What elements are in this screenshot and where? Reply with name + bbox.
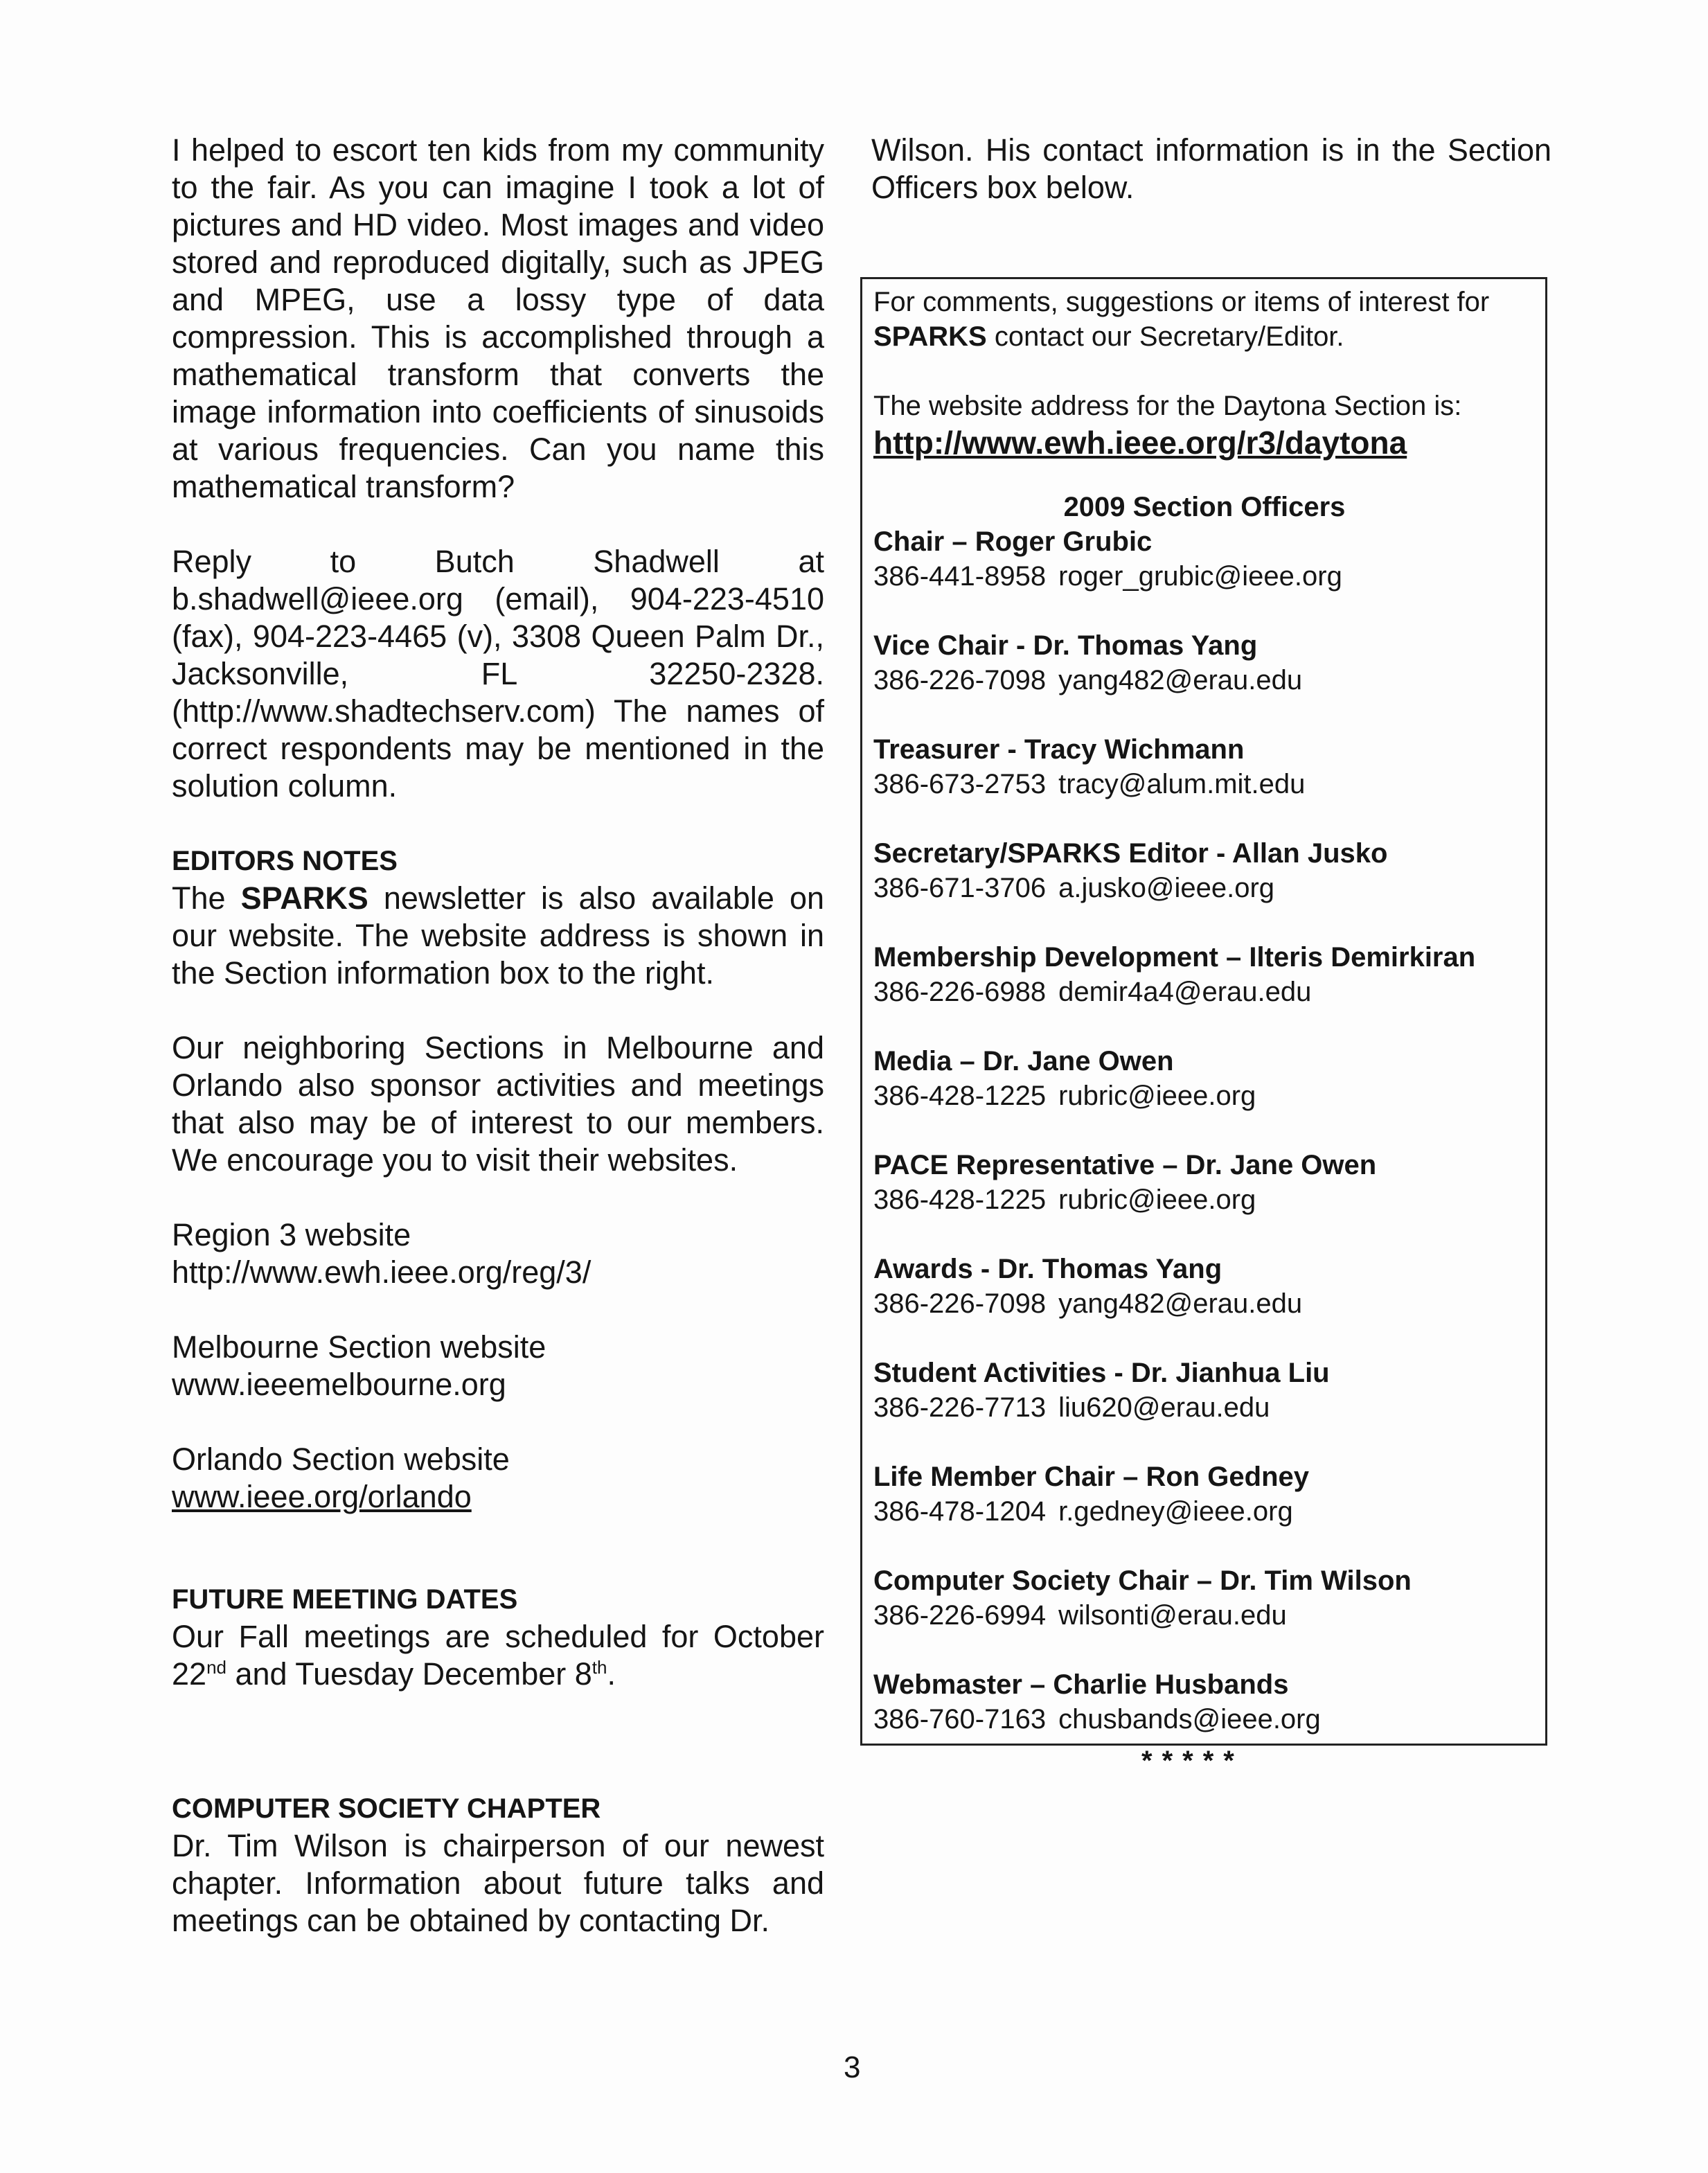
officer-phone: 386-478-1204	[873, 1496, 1047, 1527]
officer-role: PACE Representative – Dr. Jane Owen	[873, 1150, 1377, 1180]
future-meetings-heading: FUTURE MEETING DATES	[172, 1584, 518, 1615]
editors-post: newsletter is also available on our website. The website address is shown in the Section information box to the right.	[172, 880, 825, 991]
officer-entry	[873, 1667, 1536, 1737]
neighbors-paragraph: Our neighboring Sections in Melbourne and Orlando also sponsor activities and meetings that also may be of interest to our members. We encourage you to visit their websites.	[172, 1030, 824, 1178]
future-sup-th: th	[591, 1657, 607, 1678]
officer-phone: 386-760-7163	[873, 1704, 1047, 1735]
officer-entry	[873, 1252, 1536, 1321]
officer-phone: 386-441-8958	[873, 561, 1047, 592]
officer-phone: 386-226-7713	[873, 1392, 1047, 1423]
reply-paragraph: Reply to Butch Shadwell at b.shadwell@ieee.org (email), 904-223-4510 (fax), 904-223-4465 (v), 3308 Queen Palm Dr., Jacksonville, FL 32250-2328. (http://www.shadtechserv.com) The names of correct respondents may be mentioned in the solution column.	[172, 544, 824, 804]
future-pre: Our Fall meetings are scheduled for October 22	[172, 1619, 824, 1692]
computer-society-paragraph: Dr. Tim Wilson is chairperson of our newest chapter. Information about future talks and meetings can be obtained by contacting Dr.	[172, 1828, 824, 1938]
officer-email[interactable]: chusbands@ieee.org	[1058, 1704, 1321, 1735]
officer-role: Secretary/SPARKS Editor - Allan Jusko	[873, 838, 1388, 869]
officer-entry	[873, 940, 1536, 1009]
officer-role: Treasurer - Tracy Wichmann	[873, 734, 1245, 765]
officer-contact	[873, 975, 1536, 1009]
officer-email[interactable]: a.jusko@ieee.org	[1058, 873, 1275, 903]
officer-entry	[873, 732, 1536, 801]
officer-email[interactable]: yang482@erau.edu	[1058, 665, 1303, 695]
officer-contact	[873, 1494, 1536, 1529]
officer-email[interactable]: yang482@erau.edu	[1058, 1288, 1303, 1319]
officer-email[interactable]: rubric@ieee.org	[1058, 1185, 1256, 1215]
officer-entry	[873, 1460, 1536, 1529]
officer-contact	[873, 871, 1536, 905]
officer-contact	[873, 1390, 1536, 1425]
daytona-website-link[interactable]: http://www.ewh.ieee.org/r3/daytona	[873, 425, 1407, 461]
left-column	[172, 132, 824, 1940]
officer-role: Vice Chair - Dr. Thomas Yang	[873, 630, 1258, 661]
melbourne-url[interactable]: www.ieeemelbourne.org	[172, 1367, 506, 1402]
future-sup-nd: nd	[206, 1657, 226, 1678]
region-label: Region 3 website	[172, 1217, 411, 1252]
orlando-url[interactable]: www.ieee.org/orlando	[172, 1479, 472, 1514]
officer-role: Chair – Roger Grubic	[873, 526, 1153, 557]
officer-contact	[873, 559, 1536, 594]
officer-phone: 386-226-7098	[873, 665, 1047, 695]
officer-role: Life Member Chair – Ron Gedney	[873, 1462, 1310, 1492]
future-mid: and Tuesday December 8	[226, 1656, 592, 1692]
region-url[interactable]: http://www.ewh.ieee.org/reg/3/	[172, 1254, 591, 1290]
officer-contact	[873, 1702, 1536, 1737]
officer-email[interactable]: tracy@alum.mit.edu	[1058, 769, 1306, 799]
officer-email[interactable]: liu620@erau.edu	[1058, 1392, 1270, 1423]
officer-entry	[873, 1044, 1536, 1113]
officers-title: 2009 Section Officers	[1063, 492, 1346, 522]
officer-role: Media – Dr. Jane Owen	[873, 1046, 1174, 1076]
officer-email[interactable]: wilsonti@erau.edu	[1058, 1600, 1287, 1631]
computer-society-continued: Wilson. His contact information is in the Section Officers box below.	[871, 132, 1551, 205]
comments-post: contact our Secretary/Editor.	[986, 321, 1344, 352]
officer-role: Membership Development – Ilteris Demirkiran	[873, 942, 1476, 973]
page-number: 3	[844, 2050, 861, 2084]
officer-entry	[873, 1356, 1536, 1425]
officer-email[interactable]: r.gedney@ieee.org	[1058, 1496, 1293, 1527]
editors-pre: The	[172, 880, 241, 916]
website-label: The website address for the Daytona Section is:	[873, 391, 1462, 421]
melbourne-label: Melbourne Section website	[172, 1329, 546, 1365]
officer-entry	[873, 836, 1536, 905]
officers-list	[873, 524, 1536, 1737]
officer-contact	[873, 1182, 1536, 1217]
officer-email[interactable]: rubric@ieee.org	[1058, 1081, 1256, 1111]
editors-notes-paragraph	[172, 880, 824, 992]
section-info-box	[860, 277, 1547, 1746]
officer-email[interactable]: demir4a4@erau.edu	[1058, 977, 1312, 1007]
orlando-label: Orlando Section website	[172, 1442, 510, 1477]
future-end: .	[607, 1656, 616, 1692]
officer-role: Awards - Dr. Thomas Yang	[873, 1254, 1222, 1284]
officer-role: Computer Society Chair – Dr. Tim Wilson	[873, 1566, 1412, 1596]
officer-contact	[873, 1079, 1536, 1113]
computer-society-heading: COMPUTER SOCIETY CHAPTER	[172, 1793, 601, 1824]
puzzle-paragraph: I helped to escort ten kids from my community to the fair. As you can imagine I took a lot of pictures and HD video. Most images and video stored and reproduced digitally, such as JPEG and MPEG, use a lossy type of data compression. This is accomplished through a mathematical transform that converts the image information into coefficients of sinusoids at various frequencies. Can you name this mathematical transform?	[172, 132, 824, 504]
officer-role: Webmaster – Charlie Husbands	[873, 1669, 1289, 1700]
officer-phone: 386-226-7098	[873, 1288, 1047, 1319]
officer-contact	[873, 1598, 1536, 1633]
officer-email[interactable]: roger_grubic@ieee.org	[1058, 561, 1342, 592]
officer-entry	[873, 628, 1536, 698]
officer-role: Student Activities - Dr. Jianhua Liu	[873, 1358, 1330, 1388]
sparks-name: SPARKS	[240, 880, 368, 916]
officer-contact	[873, 1286, 1536, 1321]
officer-phone: 386-226-6994	[873, 1600, 1047, 1631]
officer-entry	[873, 1148, 1536, 1217]
officer-phone: 386-671-3706	[873, 873, 1047, 903]
officer-contact	[873, 663, 1536, 698]
officer-phone: 386-428-1225	[873, 1185, 1047, 1215]
comments-paragraph	[873, 285, 1536, 354]
officer-phone: 386-428-1225	[873, 1081, 1047, 1111]
comments-pre: For comments, suggestions or items of interest for	[873, 287, 1490, 317]
end-stars: *****	[1141, 1746, 1244, 1776]
officer-entry	[873, 1563, 1536, 1633]
officer-phone: 386-226-6988	[873, 977, 1047, 1007]
comments-sparks: SPARKS	[873, 321, 987, 352]
future-meetings-paragraph	[172, 1618, 824, 1693]
officer-contact	[873, 767, 1536, 801]
right-column	[871, 132, 1551, 206]
officer-entry	[873, 524, 1536, 594]
editors-notes-heading: EDITORS NOTES	[172, 846, 398, 876]
officer-phone: 386-673-2753	[873, 769, 1047, 799]
